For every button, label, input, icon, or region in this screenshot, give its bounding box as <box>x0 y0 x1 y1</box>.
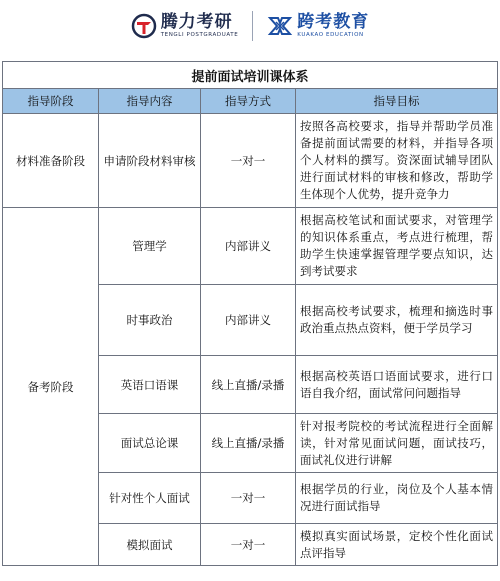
logo-bar <box>0 0 500 52</box>
goal-cell: 按照各高校要求，指导并帮助学员准备提前面试需要的材料，并指导各项个人材料的撰写。资深面试辅导团队进行面试材料的审核和修改，帮助学生体现个人优势，提升竞争力 <box>296 114 498 208</box>
table-header-row <box>3 89 498 114</box>
table-row <box>3 208 498 285</box>
content-cell: 面试总论课 <box>99 414 201 473</box>
method-cell: 一对一 <box>201 524 296 566</box>
method-cell: 线上直播/录播 <box>201 414 296 473</box>
goal-cell: 模拟真实面试场景，定校个性化面试点评指导 <box>296 524 498 566</box>
kuakao-logo-icon <box>267 13 293 39</box>
table-title: 提前面试培训课体系 <box>3 62 498 89</box>
content-cell: 英语口语课 <box>99 356 201 414</box>
goal-cell: 根据高校笔试和面试要求，对管理学的知识体系重点，考点进行梳理，帮助学生快速掌握管理学要点知识，达到考试要求 <box>296 208 498 285</box>
content-cell: 模拟面试 <box>99 524 201 566</box>
goal-cell: 根据高校考试要求，梳理和摘选时事政治重点热点资料，便于学员学习 <box>296 285 498 356</box>
table-row <box>3 114 498 208</box>
header-goal: 指导目标 <box>296 89 498 114</box>
header-content: 指导内容 <box>99 89 201 114</box>
content-cell: 管理学 <box>99 208 201 285</box>
content-cell: 针对性个人面试 <box>99 473 201 524</box>
tengli-logo-icon <box>131 13 157 39</box>
training-table <box>2 61 498 566</box>
content-cell: 申请阶段材料审核 <box>99 114 201 208</box>
stage-material-prep: 材料准备阶段 <box>3 114 99 208</box>
tengli-logo <box>131 13 239 39</box>
method-cell: 内部讲义 <box>201 285 296 356</box>
goal-cell: 针对报考院校的考试流程进行全面解读，针对常见面试问题，面试技巧，面试礼仪进行讲解 <box>296 414 498 473</box>
method-cell: 线上直播/录播 <box>201 356 296 414</box>
header-stage: 指导阶段 <box>3 89 99 114</box>
goal-cell: 根据高校英语口语面试要求，进行口语自我介绍，面试常问问题指导 <box>296 356 498 414</box>
method-cell: 一对一 <box>201 473 296 524</box>
method-cell: 内部讲义 <box>201 208 296 285</box>
method-cell: 一对一 <box>201 114 296 208</box>
kuakao-logo <box>267 13 369 39</box>
content-cell: 时事政治 <box>99 285 201 356</box>
kuakao-logo-sub: KUAKAO EDUCATION <box>297 31 364 38</box>
table-title-row <box>3 62 498 89</box>
logo-divider <box>252 11 253 41</box>
tengli-logo-name: 腾力考研 <box>160 11 233 32</box>
kuakao-logo-name: 跨考教育 <box>297 11 370 32</box>
tengli-logo-sub: TENGLI POSTGRADUATE <box>160 31 239 38</box>
header-method: 指导方式 <box>201 89 296 114</box>
stage-exam-prep: 备考阶段 <box>3 208 99 566</box>
goal-cell: 根据学员的行业，岗位及个人基本情况进行面试指导 <box>296 473 498 524</box>
